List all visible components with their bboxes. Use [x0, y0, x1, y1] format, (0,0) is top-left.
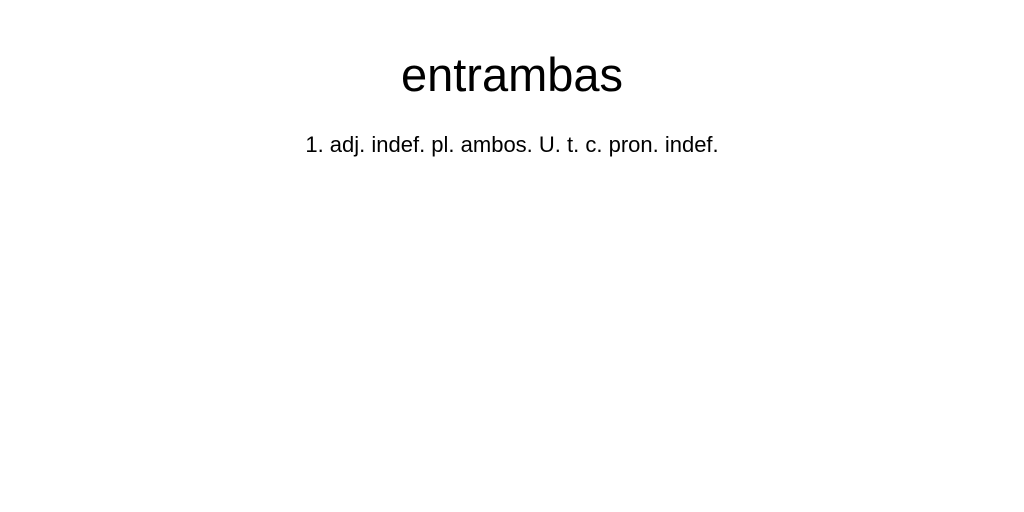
- entry-definition-1: 1. adj. indef. pl. ambos. U. t. c. pron. indef.: [305, 132, 719, 157]
- entry-headword: entrambas: [400, 48, 624, 101]
